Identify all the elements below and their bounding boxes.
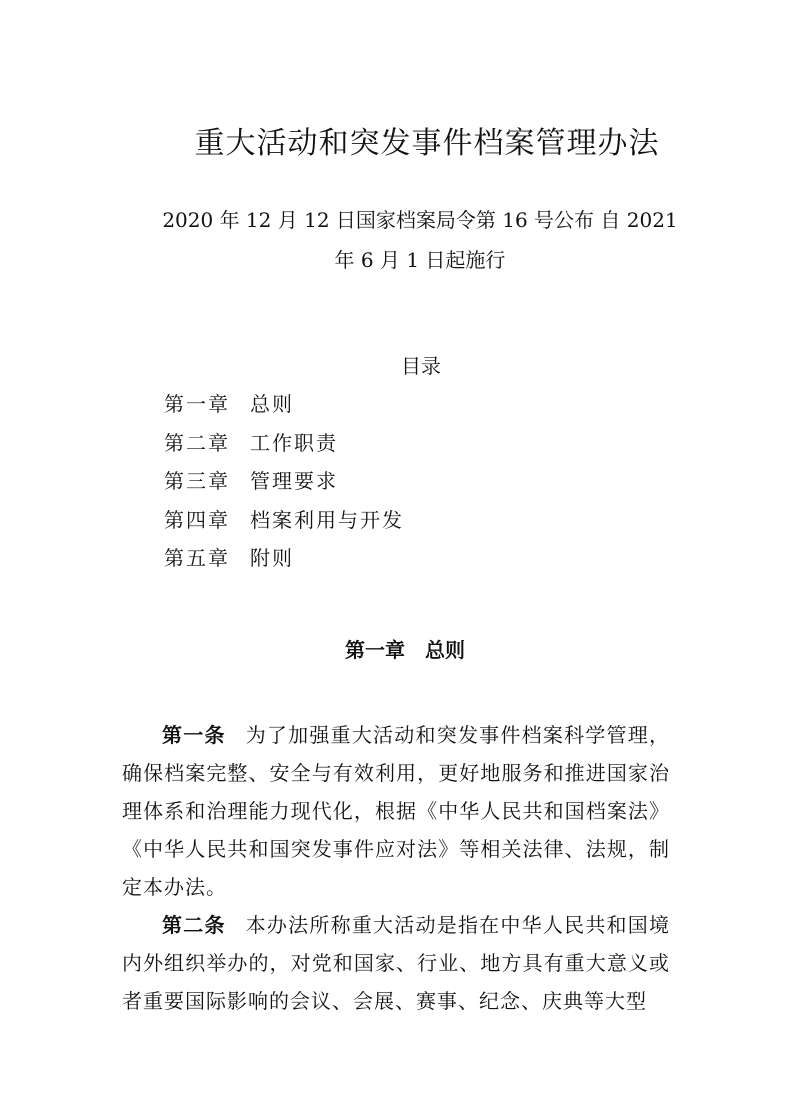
toc-chapter-number: 第一章 <box>164 392 230 416</box>
toc-chapter-name: 附则 <box>250 546 294 570</box>
toc-chapter-name: 工作职责 <box>250 430 338 455</box>
toc-chapter-number: 第二章 <box>164 430 230 455</box>
article-paragraph <box>122 716 670 906</box>
toc-item <box>164 465 404 504</box>
document-title: 重大活动和突发事件档案管理办法 <box>194 126 660 161</box>
chapter-body <box>122 716 670 1020</box>
document-subtitle: 2020 年 12 月 12 日国家档案局令第 16 号公布 自 2021 年 6 月 1 日起施行 <box>162 208 678 272</box>
article-label: 第二条 <box>162 913 226 937</box>
article-text: 本办法所称重大活动是指在中华人民共和国境内外组织举办的，对党和国家、行业、地方具有重大意义或者重要国际影响的会议、会展、赛事、纪念、庆典等大型 <box>122 913 671 1013</box>
chapter-name: 总则 <box>425 638 465 662</box>
toc-item <box>164 504 404 543</box>
chapter-heading <box>0 632 794 668</box>
toc-chapter-name: 总则 <box>250 392 294 416</box>
toc-chapter-number: 第四章 <box>164 507 230 532</box>
toc-chapter-number: 第三章 <box>164 469 230 493</box>
chapter-number: 第一章 <box>345 638 405 662</box>
toc-chapter-name: 管理要求 <box>250 469 338 493</box>
toc-heading: 目录 <box>401 354 441 378</box>
table-of-contents <box>164 388 404 581</box>
toc-item <box>164 388 404 427</box>
toc-item <box>164 542 404 581</box>
toc-item <box>164 427 404 466</box>
article-label: 第一条 <box>162 723 226 747</box>
article-paragraph <box>122 906 670 1020</box>
toc-chapter-name: 档案利用与开发 <box>250 507 404 532</box>
toc-chapter-number: 第五章 <box>164 546 230 570</box>
article-text: 为了加强重大活动和突发事件档案科学管理，确保档案完整、安全与有效利用，更好地服务和推进国家治理体系和治理能力现代化，根据《中华人民共和国档案法》《中华人民共和国突发事件应对法》等相关法律、法规，制定本办法。 <box>122 723 671 899</box>
